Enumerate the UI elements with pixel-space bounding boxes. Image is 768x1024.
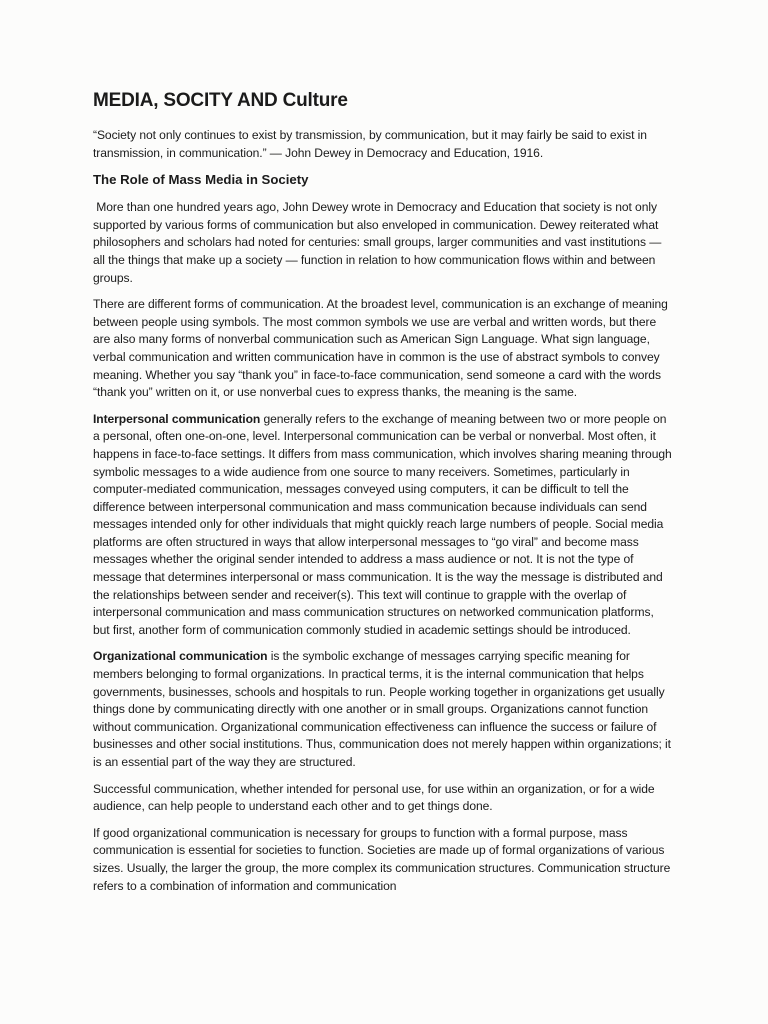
paragraph-mass-communication: If good organizational communication is necessary for groups to function with a formal purpose, mass communication is essential for societies to function. Societies are made up of formal organizations of various sizes. Usually, the larger the group, the more complex its communication structures. Communication structure refers to a combination of information and communication: [93, 825, 671, 893]
section-heading: The Role of Mass Media in Society: [93, 172, 309, 188]
paragraph-organizational-body: is the symbolic exchange of messages carrying specific meaning for members belonging to formal organizations. In practical terms, it is the internal communication that helps governments, businesses, schools and hospitals to run. People working together in organizations get usually things done by communicating directly with one another or in small groups. Organizations cannot function without communication. Organizational communication effectiveness can influence the success or failure of businesses and other social institutions. Thus, communication does not merely happen within organizations; it is an essential part of the way they are structured.: [93, 649, 671, 769]
term-interpersonal-communication: Interpersonal communication: [93, 411, 261, 426]
paragraph-successful-communication: Successful communication, whether intended for personal use, for use within an organization, or for a wide audience, can help people to understand each other and to get things done.: [93, 781, 655, 814]
paragraph-interpersonal-body: generally refers to the exchange of meaning between two or more people on a personal, often one-on-one, level. Interpersonal communication can be verbal or nonverbal. Most often, it happens in face-to-face settings. It differs from mass communication, which involves sharing meaning through symbolic messages to a wide audience from one source to many receivers. Sometimes, particularly in computer-mediated communication, messages conveyed using computers, it can be difficult to tell the difference between interpersonal communication and mass communication because individuals can send messages intended only for other individuals that might quickly reach large numbers of people. Social media platforms are often structured in ways that allow interpersonal messages to “go viral” and become mass messages whether the original sender intended to address a mass audience or not. It is not the type of message that determines interpersonal or mass communication. It is the way the message is distributed and the relationships between sender and receiver(s). This text will continue to grapple with the overlap of interpersonal communication and mass communication structures on networked communication platforms, but first, another form of communication commonly studied in academic settings should be introduced.: [93, 411, 672, 637]
document-body: [93, 88, 673, 904]
paragraph-dewey: More than one hundred years ago, John Dewey wrote in Democracy and Education that society is not only supported by various forms of communication but also enveloped in communication. Dewey reiterated what philosophers and scholars had noted for centuries: small groups, larger communities and vast institutions — all the things that make up a society — function in relation to how communication flows within and between groups.: [93, 200, 662, 285]
epigraph-paragraph: “Society not only continues to exist by transmission, by communication, but it may fairly be said to exist in transmission, in communication.” — John Dewey in Democracy and Education, 1916.: [93, 128, 647, 160]
term-organizational-communication: Organizational communication: [93, 649, 268, 664]
document-title: MEDIA, SOCITY AND Culture: [93, 90, 348, 111]
paragraph-organizational-communication: [93, 648, 673, 771]
paragraph-interpersonal-communication: [93, 411, 673, 640]
paragraph-forms-of-communication: There are different forms of communication. At the broadest level, communication is an exchange of meaning between people using symbols. The most common symbols we use are verbal and written words, but there are also many forms of nonverbal communication such as American Sign Language. What sign language, verbal communication and written communication have in common is the use of abstract symbols to convey meaning. Whether you say “thank you” in face-to-face communication, send someone a card with the words “thank you” written on it, or use nonverbal cues to express thanks, the meaning is the same.: [93, 297, 668, 400]
